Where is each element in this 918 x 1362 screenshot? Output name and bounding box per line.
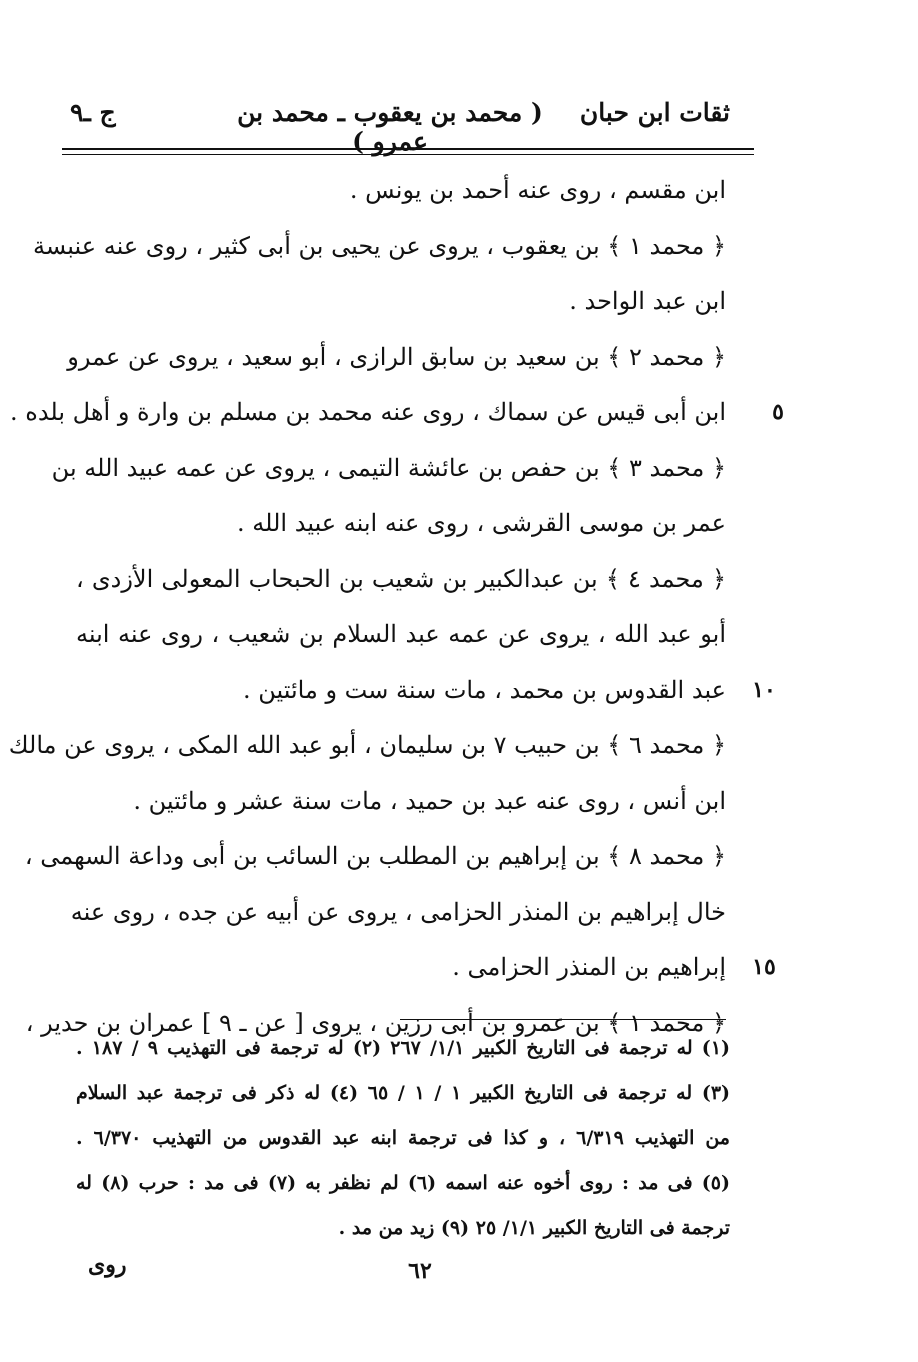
running-header — [70, 98, 730, 156]
line-number: ١٥ — [752, 954, 776, 980]
line-text: خال إبراهيم بن المنذر الحزامى ، يروى عن أبيه عن جده ، روى عنه — [70, 897, 726, 926]
text-line — [10, 390, 784, 446]
line-text: ابن عبد الواحد . — [569, 287, 726, 315]
line-text: ﴿ محمد ٨ ﴾ بن إبراهيم بن المطلب بن السائب بن أبى وداعة السهمى ، — [24, 842, 726, 870]
footnote-line: من التهذيب ٦/٣١٩ ، و كذا فى ترجمة ابنه عبد القدوس من التهذيب ٦/٣٧٠ . — [76, 1127, 730, 1149]
footnotes — [76, 1028, 730, 1253]
line-text: عمر بن موسى القرشى ، روى عنه ابنه عبيد الله . — [237, 509, 726, 537]
text-line — [24, 834, 726, 890]
text-line — [70, 890, 726, 946]
line-text: إبراهيم بن المنذر الحزامى . — [452, 953, 726, 981]
line-text: ﴿ محمد ٦ ﴾ بن حبيب ٧ بن سليمان ، أبو عبد الله المكى ، يروى عن مالك — [8, 731, 726, 759]
line-text: عبد القدوس بن محمد ، مات سنة ست و مائتين . — [242, 675, 726, 704]
footnote-line: (٥) فى مد : روى أخوه عنه اسمه (٦) لم نظفر به (٧) فى مد : حرب (٨) له — [76, 1172, 730, 1194]
text-line — [76, 279, 726, 335]
header-rule-thick — [62, 148, 754, 150]
line-text: أبو عبد الله ، يروى عن عمه عبد السلام بن شعيب ، روى عنه ابنه — [76, 620, 726, 648]
line-text: ﴿ محمد ١ ﴾ بن عمرو بن أبى رزين ، يروى [ عن ـ ٩ ] عمران بن حدير ، — [25, 1008, 726, 1037]
line-text: ﴿ محمد ٣ ﴾ بن حفص بن عائشة التيمى ، يروى عن عمه عبيد الله بن — [51, 453, 726, 482]
section-title: ( محمد بن يعقوب ـ محمد بن عمرو ) — [237, 98, 543, 156]
book-title: ثقات ابن حبان — [579, 98, 730, 127]
text-line — [76, 945, 776, 1001]
text-line — [76, 612, 726, 668]
page-number: ٦٢ — [408, 1258, 432, 1284]
line-text: ابن مقسم ، روى عنه أحمد بن يونس . — [349, 176, 726, 204]
text-line — [76, 668, 776, 724]
text-line — [8, 723, 726, 779]
text-line — [76, 779, 726, 835]
line-number: ١٠ — [752, 676, 776, 703]
text-line — [76, 501, 726, 557]
text-line — [67, 335, 726, 391]
footnote-line: ترجمة فى التاريخ الكبير ١/١/ ٢٥ (٩) زيد من مد . — [338, 1217, 730, 1239]
text-line — [76, 168, 726, 224]
catchword: روى — [88, 1252, 127, 1278]
line-number: ٥ — [772, 399, 784, 425]
footnote-rule — [400, 1019, 726, 1020]
text-line — [33, 224, 726, 280]
volume-label: ج ـ٩ — [70, 98, 116, 127]
line-text: ابن أنس ، روى عنه عبد بن حميد ، مات سنة عشر و مائتين . — [133, 786, 726, 815]
footnote-line: (٣) له ترجمة فى التاريخ الكبير ١ / ١ / ٦٥ (٤) له ذكر فى ترجمة عبد السلام — [76, 1082, 731, 1104]
line-text: ابن أبى قيس عن سماك ، روى عنه محمد بن مسلم بن وارة و أهل بلده . — [10, 398, 726, 426]
line-text: ﴿ محمد ٢ ﴾ بن سعيد بن سابق الرازى ، أبو سعيد ، يروى عن عمرو — [67, 342, 726, 371]
main-text — [8, 168, 784, 1056]
line-text: ﴿ محمد ١ ﴾ بن يعقوب ، يروى عن يحيى بن أبى كثير ، روى عنه عنبسة — [33, 231, 726, 260]
text-line — [51, 446, 726, 502]
footnote-line: (١) له ترجمة فى التاريخ الكبير ١/١/ ٢٦٧ (٢) له ترجمة فى التهذيب ٩ / ١٨٧ . — [76, 1037, 731, 1059]
line-text: ﴿ محمد ٤ ﴾ بن عبدالكبير بن شعيب بن الحبحاب المعولى الأزدى ، — [76, 564, 726, 593]
text-line — [76, 557, 726, 613]
header-rule-thin — [62, 154, 754, 155]
